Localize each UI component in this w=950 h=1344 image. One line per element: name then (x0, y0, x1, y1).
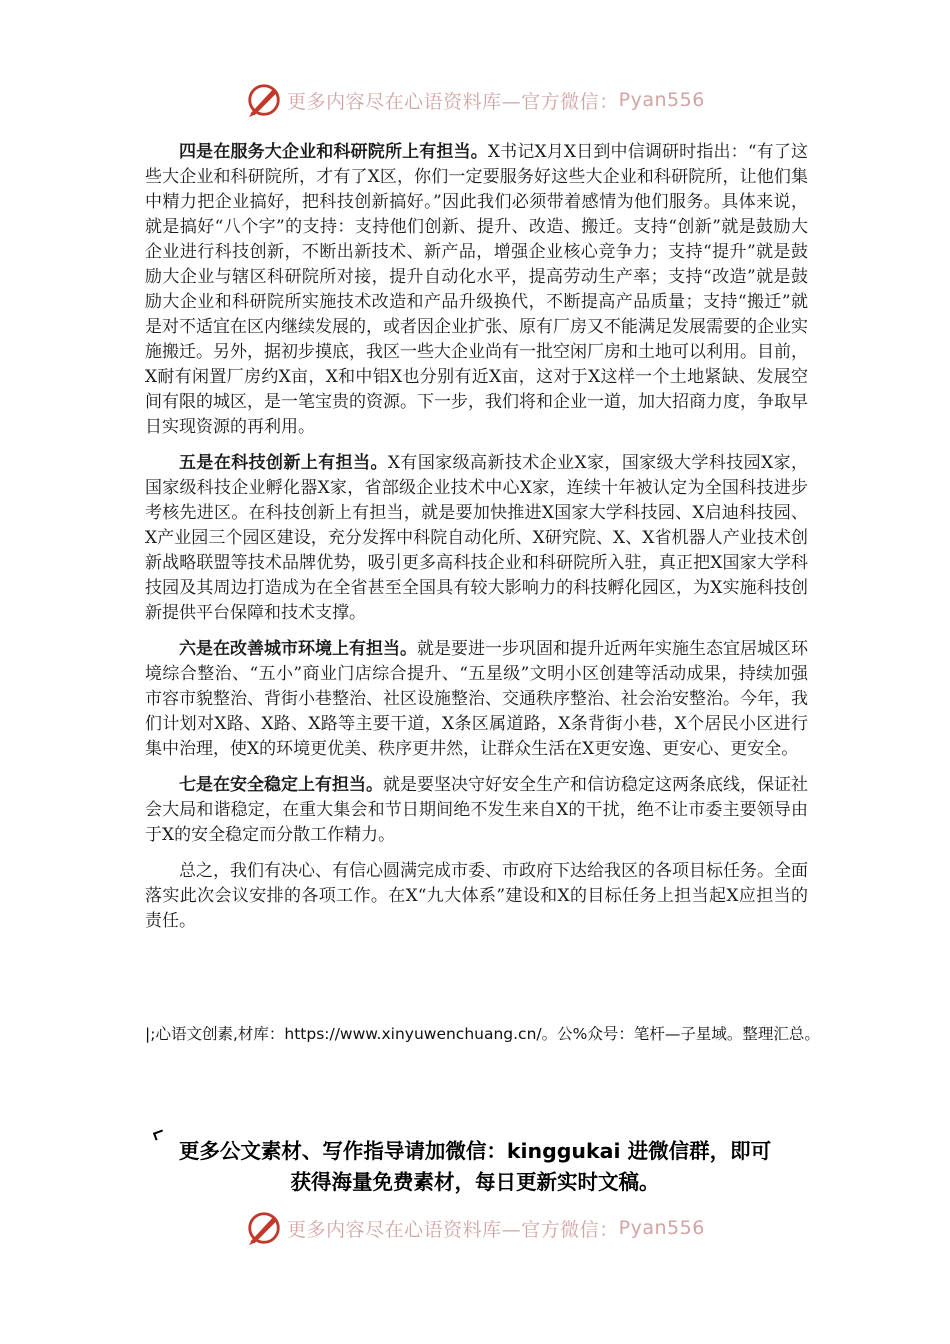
paragraph-text: 就是要进一步巩固和提升近两年实施生态宜居城区环境综合整治、“五小”商业门店综合提升、“五星级”文明小区创建等活动成果，持续加强市容市貌整治、背街小巷整治、社区设施整治、交通秩序整治、社会治安整治。今年，我们计划对X路、X路、X路等主要干道，X条区属道路，X条背街小巷，X个居民小区进行集中治理，使X的环境更优美、秩序更井然，让群众生活在X更安逸、更安心、更安全。 (145, 639, 808, 759)
banner-text: 更多内容尽在心语资料库—官方微信： (287, 90, 619, 113)
header-banner (0, 80, 950, 120)
paragraph-text: 就是要坚决守好安全生产和信访稳定这两条底线，保证社会大局和谐稳定，在重大集会和节日期间绝不发生来自X的干扰，绝不让市委主要领导由于X的安全稳定而分散工作精力。 (145, 775, 808, 845)
banner-text: 更多内容尽在心语资料库—官方微信： (287, 1218, 619, 1241)
promo-block (0, 1136, 950, 1198)
paragraph-heading: 六是在改善城市环境上有担当。 (179, 639, 417, 659)
paragraph-heading: 四是在服务大企业和科研院所上有担当。 (179, 142, 488, 162)
paragraph-heading: 七是在安全稳定上有担当。 (179, 775, 383, 795)
promo-line-2: 获得海量免费素材，每日更新实时文稿。 (290, 1170, 660, 1194)
banner-wechat-id: Pyan556 (618, 89, 705, 111)
paragraph-7 (145, 773, 808, 848)
paragraph-text: X有国家级高新技术企业X家，国家级大学科技园X家，国家级科技企业孵化器X家，省部级企业技术中心X家，连续十年被认定为全国科技进步考核先进区。在科技创新上有担当，就是要加快推进X国家大学科技园、X启迪科技园、X产业园三个园区建设，充分发挥中科院自动化所、X研究院、X、X省机器人产业技术创新战略联盟等技术品牌优势，吸引更多高科技企业和科研院所入驻，真正把X国家大学科技园及其周边打造成为在全省甚至全国具有较大影响力的科技孵化园区，为X实施科技创新提供平台保障和技术支撑。 (145, 453, 809, 623)
banner-wechat-id: Pyan556 (618, 1217, 705, 1239)
pen-logo-icon (245, 81, 283, 119)
paragraph-heading: 五是在科技创新上有担当。 (179, 453, 388, 473)
promo-line-1: 更多公文素材、写作指导请加微信：kinggukai 进微信群，即可 (178, 1139, 772, 1163)
paragraph-text: X书记X月X日到中信调研时指出：“有了这些大企业和科研院所，才有了X区，你们一定要服务好这些大企业和科研院所，让他们集中精力把企业搞好，把科技创新搞好。”因此我们必须带着感情为他们服务。具体来说，就是搞好“八个字”的支持：支持他们创新、提升、改造、搬迁。支持“创新”就是鼓励大企业进行科技创新，不断出新技术、新产品，增强企业核心竞争力；支持“提升”就是鼓励大企业与辖区科研院所对接，提升自动化水平，提高劳动生产率；支持“改造”就是鼓励大企业和科研院所实施技术改造和产品升级换代，不断提高产品质量；支持“搬迁”就是对不适宜在区内继续发展的，或者因企业扩张、原有厂房又不能满足发展需要的企业实施搬迁。另外，据初步摸底，我区一些大企业尚有一批空闲厂房和土地可以利用。目前，X耐有闲置厂房约X亩，X和中铝X也分别有近X亩，这对于X这样一个土地紧缺、发展空间有限的城区，是一笔宝贵的资源。下一步，我们将和企业一道，加大招商力度，争取早日实现资源的再利用。 (145, 142, 809, 437)
paragraph-5 (145, 451, 808, 626)
footer-banner (0, 1208, 950, 1248)
paragraph-4 (145, 140, 808, 440)
pen-logo-icon (245, 1209, 283, 1247)
paragraph-text: 总之，我们有决心、有信心圆满完成市委、市政府下达给我区的各项目标任务。全面落实此次会议安排的各项工作。在X“九大体系”建设和X的目标任务上担当起X应担当的责任。 (145, 861, 808, 931)
source-note: |;心语文创素,材库：https://www.xinyuwenchuang.cn/。公%众号：笔杆—子星域。整理汇总。 (145, 1025, 820, 1043)
paragraph-6 (145, 637, 808, 762)
paragraph-summary (145, 859, 808, 934)
document-body (145, 140, 808, 945)
